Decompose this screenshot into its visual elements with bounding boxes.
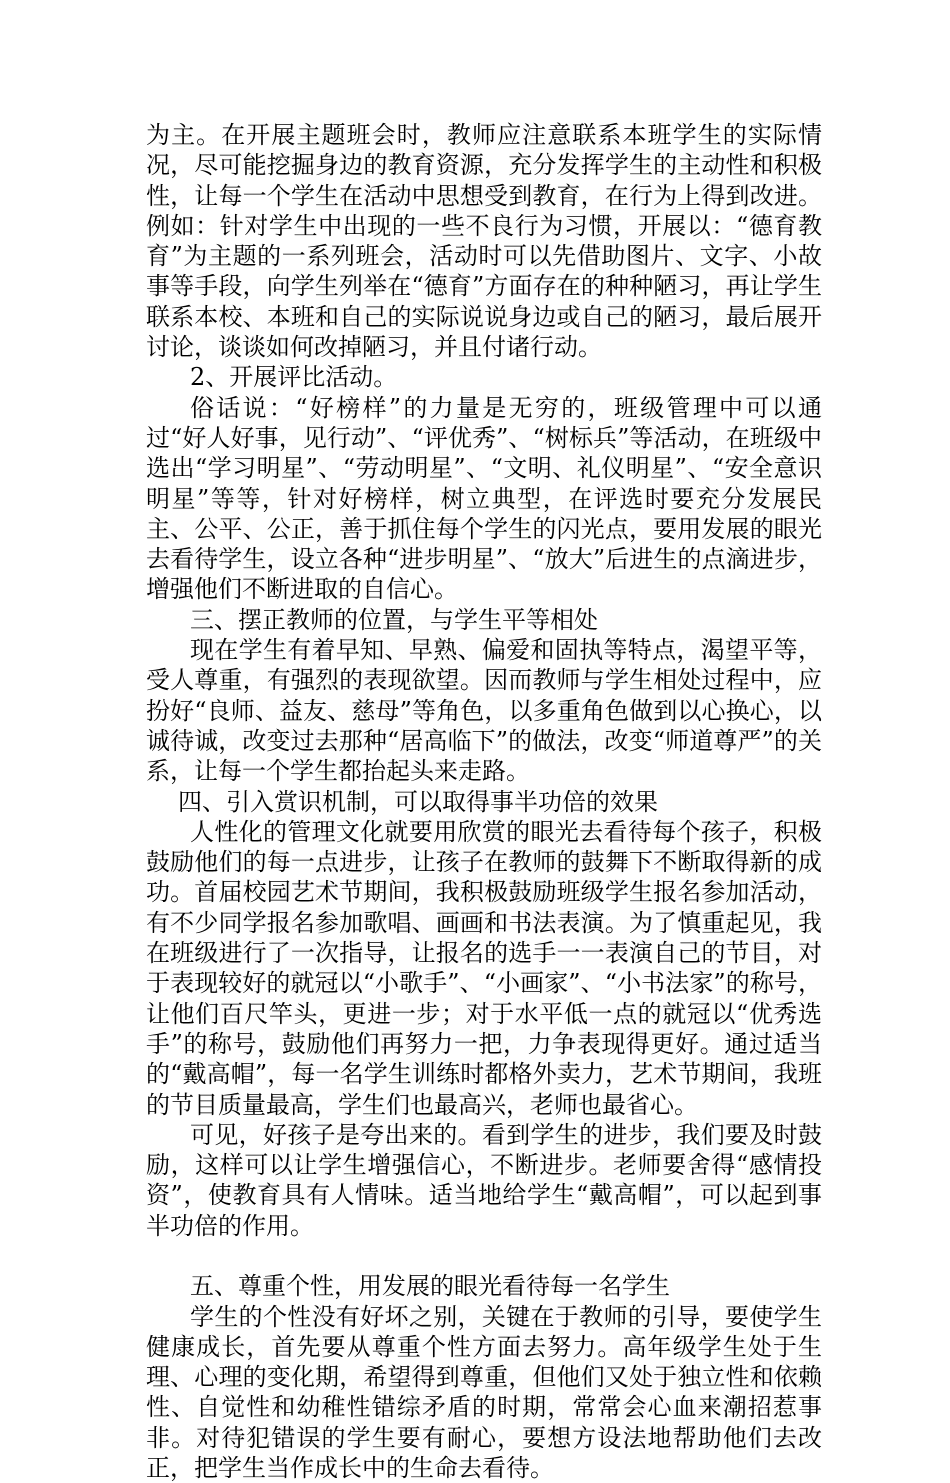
paragraph-student-traits: 现在学生有着早知、早熟、偏爱和固执等特点，渴望平等，受人尊重，有强烈的表现欲望。因而教师与学生相处过程中，应扮好“良师、益友、慈母”等角色，以多重角色做到以心换心，以诚待诚，改变过去那种“居高临下”的做法，改变“师道尊严”的关系，让每一个学生都抬起头来走路。 — [146, 636, 822, 786]
paragraph-good-example: 俗话说：“好榜样”的力量是无穷的，班级管理中可以通过“好人好事，见行动”、“评优秀”、“树标兵”等活动，在班级中选出“学习明星”、“劳动明星”、“文明、礼仪明星”、“安全意识明星”等等，针对好榜样，树立典型，在评选时要充分发展民主、公平、公正，善于抓住每个学生的闪光点，要用发展的眼光去看待学生，设立各种“进步明星”、“放大”后进生的点滴进步，增强他们不断进取的自信心。 — [146, 393, 822, 604]
heading-teacher-position: 三、摆正教师的位置，与学生平等相处 — [190, 605, 598, 634]
heading-appraisal-activities: 2、开展评比活动。 — [190, 363, 398, 392]
paragraph-praise-children: 可见，好孩子是夸出来的。看到学生的进步，我们要及时鼓励，这样可以让学生增强信心，不断进步。老师要舍得“感情投资”，使教育具有人情味。适当地给学生“戴高帽”，可以起到事半功倍的作用。 — [146, 1120, 822, 1240]
blank-line — [146, 1241, 822, 1271]
paragraph-student-individuality: 学生的个性没有好坏之别，关键在于教师的引导，要使学生健康成长，首先要从尊重个性方面去努力。高年级学生处于生理、心理的变化期，希望得到尊重，但他们又处于独立性和依赖性、自觉性和幼稚性错综矛盾的时期，常常会心血来潮招惹事非。对待犯错误的学生要有耐心，要想方设法地帮助他们去改正，把学生当作成长中的生命去看待。 — [146, 1302, 822, 1483]
paragraph-theme-class-meeting: 为主。在开展主题班会时，教师应注意联系本班学生的实际情况，尽可能挖掘身边的教育资源，充分发挥学生的主动性和积极性，让每一个学生在活动中思想受到教育，在行为上得到改进。例如：针对学生中出现的一些不良行为习惯，开展以：“德育教育”为主题的一系列班会，活动时可以先借助图片、文字、小故事等手段，向学生列举在“德育”方面存在的种种陋习，再让学生联系本校、本班和自己的实际说说身边或自己的陋习，最后展开讨论，谈谈如何改掉陋习，并且付诸行动。 — [146, 121, 822, 362]
heading-respect-individuality: 五、尊重个性，用发展的眼光看待每一名学生 — [190, 1272, 670, 1301]
heading-appreciation-mechanism: 四、引入赏识机制，可以取得事半功倍的效果 — [178, 787, 658, 816]
paragraph-humanized-management: 人性化的管理文化就要用欣赏的眼光去看待每个孩子，积极鼓励他们的每一点进步，让孩子在教师的鼓舞下不断取得新的成功。首届校园艺术节期间，我积极鼓励班级学生报名参加活动，有不少同学报名参加歌唱、画画和书法表演。为了慎重起见，我在班级进行了一次指导，让报名的选手一一表演自己的节目，对于表现较好的就冠以“小歌手”、“小画家”、“小书法家”的称号，让他们百尺竿头，更进一步；对于水平低一点的就冠以“优秀选手”的称号，鼓励他们再努力一把，力争表现得更好。通过适当的“戴高帽”，每一名学生训练时都格外卖力，艺术节期间，我班的节目质量最高，学生们也最高兴，老师也最省心。 — [146, 817, 822, 1119]
document-body — [146, 120, 822, 1483]
